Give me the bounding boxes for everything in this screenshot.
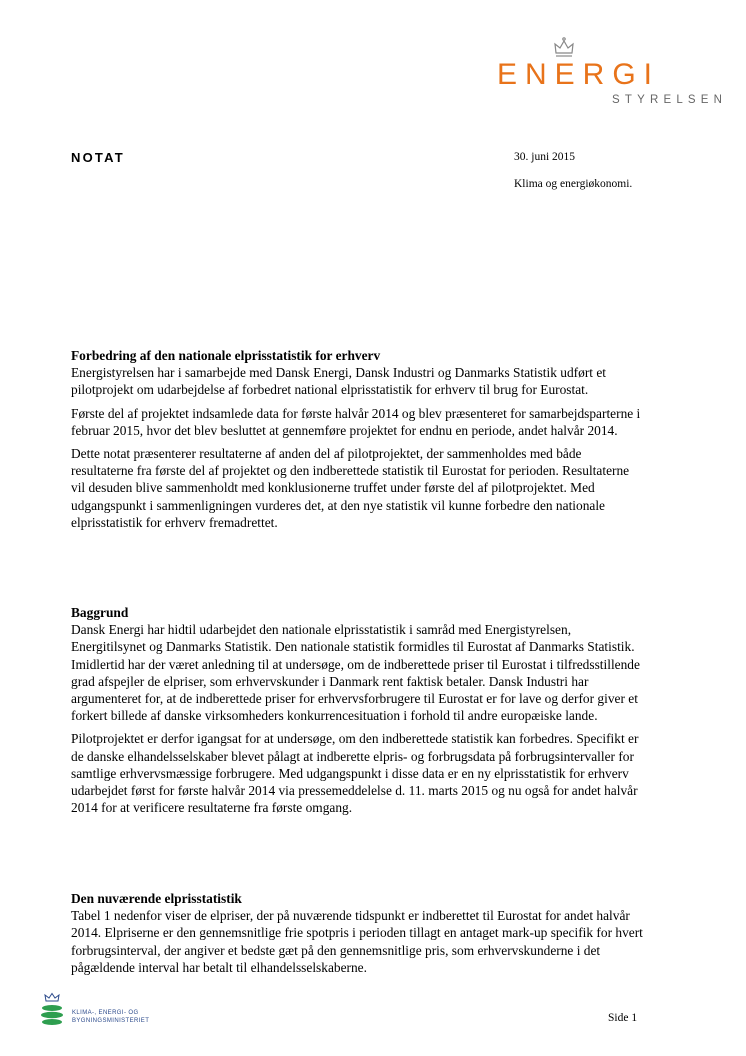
ministry-logo: [40, 992, 190, 1032]
section-heading: Forbedring af den nationale elprisstatistik for erhverv: [71, 348, 381, 363]
document-type: NOTAT: [71, 150, 125, 165]
section-nuvaerende: [71, 890, 643, 982]
section-heading: Den nuværende elprisstatistik: [71, 891, 242, 906]
document-department: Klima og energiøkonomi.: [514, 178, 633, 190]
section-heading: Baggrund: [71, 605, 129, 620]
paragraph: Tabel 1 nedenfor viser de elpriser, der på nuværende tidspunkt er indberettet til Eurostat for andet halvår 2014. Elpriserne er den gennemsnitlige frie spotpris i perioden tillagt en antaget mark-up specifik for hvert forbrugsinterval, der angiver et bedste gæt på den gennemsnitlige pris, som erhvervskunderne i det pågældende interval har betalt til elhandelsselskaberne.: [71, 908, 643, 975]
ministry-emblem-icon: [40, 992, 64, 1030]
ministry-name-line: BYGNINGSMINISTERIET: [72, 1017, 150, 1024]
ministry-name-line: KLIMA-, ENERGI- OG: [72, 1010, 139, 1016]
paragraph: Pilotprojektet er derfor igangsat for at undersøge, om den indberettede statistik kan forbedres. Specifikt er de danske elhandelsselskaber blevet pålagt at indberette elpris- og forbrugsdata på forbrugsintervaller for samtlige erhvervsmæssige forbrugere. Med udgangspunkt i disse data er en ny elprisstatistik for erhverv udarbejdet først for første halvår 2014 via pressemeddelelse d. 11. marts 2015 og nu også for andet halvår 2014 for at verificere resultaterne fra første omgang.: [71, 731, 639, 816]
paragraph: Første del af projektet indsamlede data for første halvår 2014 og blev præsenteret for samarbejdsparterne i februar 2015, hvor det blev besluttet at gennemføre projektet for endnu en periode, andet halvår 2014.: [71, 405, 641, 438]
paragraph: Dansk Energi har hidtil udarbejdet den nationale elprisstatistik i samråd med Energistyrelsen, Energitilsynet og Danmarks Statistik. Den nationale statistik formidles til Eurostat af Danmarks Statistik. Imidlertid har der været anledning til at undersøge, om de indberettede priser til Eurostat i tilfredsstillende grad afspejler de elpriser, som erhvervskunder i Danmark rent faktisk betaler. Dansk Industri har argumenteret for, at de indberettede priser for erhvervsforbrugere til Eurostat er for lave og derfor giver et forkert billede af danske virksomheders konkurrencesituation i forhold til andre europæiske lande.: [71, 622, 640, 724]
document-date: 30. juni 2015: [514, 151, 576, 163]
page-number: Side 1: [608, 1012, 638, 1024]
logo-wordmark: ENERGI: [497, 58, 661, 91]
paragraph: Energistyrelsen har i samarbejde med Dansk Energi, Dansk Industri og Danmarks Statistik udført et pilotprojekt om udarbejdelse af forbedret national elprisstatistik for erhverv til brug for Eurostat.: [71, 365, 607, 398]
section-forbedring: [71, 347, 643, 537]
energistyrelsen-logo: [497, 36, 737, 106]
paragraph: Dette notat præsenterer resultaterne af anden del af pilotprojektet, der sammenholdes med både resultaterne fra første del af projektet og den indberettede statistik til Eurostat for perioden. Resultaterne vil desuden blive sammenholdt med konklusionerne truffet under første del af pilotprojektet. Med udgangspunkt i sammenligningen vurderes det, at den nye statistik vil kunne forbedre den nationale elprisstatistik for erhverv fremadrettet.: [71, 446, 630, 530]
ministry-name: [72, 1010, 149, 1025]
logo-subtitle: STYRELSEN: [612, 94, 728, 106]
section-baggrund: [71, 604, 643, 822]
crown-icon: [552, 36, 576, 60]
